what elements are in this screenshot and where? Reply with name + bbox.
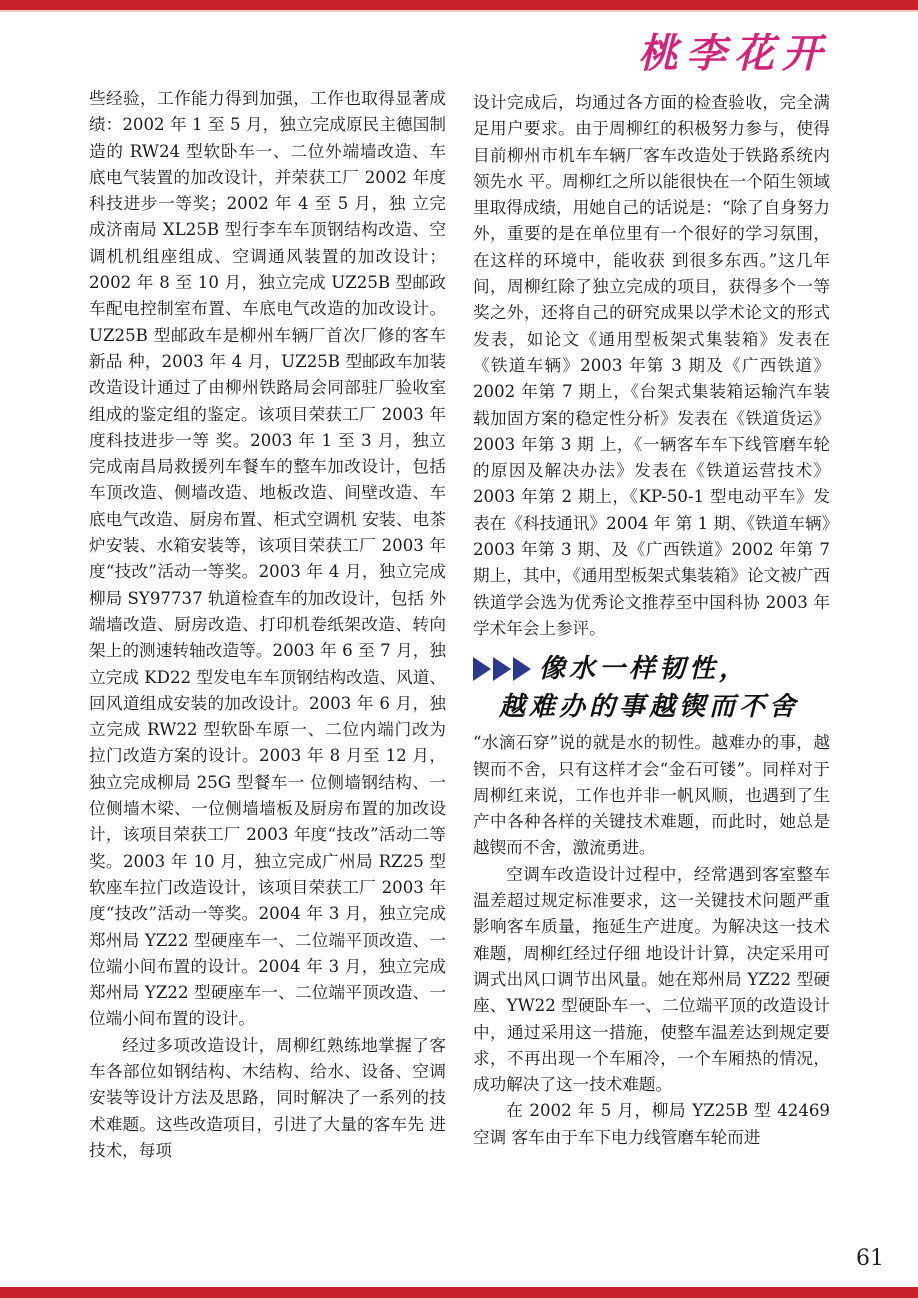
subheading-line-2-row [473,688,830,726]
right-paragraph-1: 设计完成后，均通过各方面的检查验收，完全满足用户要求。由于周柳红的积极努力参与，使得目前柳州市机车车辆厂客车改造处于铁路系统内领先水 平。周柳红之所以能很快在一个陌生领域里取得成绩，用她自己的话说是：“除了自身努力外，重要的是在单位里有一个很好的学习氛围，在这样的环境中，能收获 到很多东西。”这几年间，周柳红除了独立完成的项目，获得多个一等奖之外，还将自己的研究成果以学术论文的形式发表，如论文《通用型板架式集装箱》发表在《铁道车辆》2003 年第 3 期及《广西铁道》2002 年第 7 期上，《台架式集装箱运输汽车装载加固方案的稳定性分析》发表在《铁道货运》2003 年第 3 期 上，《一辆客车车下线管磨车轮的原因及解决办法》发表在《铁道运营技术》2003 年第 2 期上，《KP-50-1 型电动平车》发表在《科技通讯》2004 年 第 1 期、《铁道车辆》2003 年第 3 期、及《广西铁道》2002 年第 7 期上，其中，《通用型板架式集装箱》论文被广西铁道学会选为优秀论文推荐至中国科协 2003 年学术年会上参评。 [473,93,830,638]
right-paragraph-3: 空调车改造设计过程中，经常遇到客室整车温差超过规定标准要求，这一关键技术问题严重影响客车质量，拖延生产进度。为解决这一技术难题，周柳红经过仔细 地设计计算，决定采用可调式出风口调节出风量。她在郑州局 YZ22 型硬座、YW22 型硬卧车一、二位端平顶的改造设计中，通过采用这一措施，使整车温差达到规定要求，不再出现一个车厢冷，一个车厢热的情况，成功解决了这一技术难题。 [473,864,830,1095]
page-number: 61 [856,1246,884,1271]
right-paragraph-2: “水滴石穿”说的就是水的韧性。越难办的事，越锲而不舍，只有这样才会“金石可镂”。同样对于周柳红来说，工作也并非一帆风顺，也遇到了生产中各种各样的关键技术难题，而此时，她总是越锲而不舍，激流勇进。 [473,733,830,858]
subheading-line-2: 越难办的事越锲而不舍 [499,692,800,723]
left-paragraph-2: 经过多项改造设计，周柳红熟练地掌握了客车各部位如钢结构、木结构、给水、设备、空调安装等设计方法及思路，同时解决了一系列的技术难题。这些改造项目，引进了大量的客车先 进技术，每项 [89,1035,446,1160]
subheading-line-1: 像水一样韧性， [539,654,750,685]
right-paragraph-4: 在 2002 年 5 月，柳局 YZ25B 型 42469 空调 客车由于车下电力线管磨车轮而进 [473,1101,830,1147]
right-column [473,90,830,1151]
subheading [473,650,830,726]
bottom-rule [0,1287,918,1298]
triple-arrow-icon [473,657,533,681]
section-title: 桃李花开 [638,30,830,77]
left-column [89,86,446,1164]
top-rule-thin [0,10,918,12]
left-paragraph-1: 些经验，工作能力得到加强，工作也取得显著成绩：2002 年 1 至 5 月，独立完成原民主德国制造的 RW24 型软卧车一、二位外端墙改造、车底电气装置的加改设计，并荣获工厂 2002 年度科技进步一等奖；2002 年 4 至 5 月，独 立完成济南局 XL25B 型行李车车顶钢结构改造、空调机机组座组成、空调通风装置的加改设计；2002 年 8 至 10 月，独立完成 UZ25B 型邮政车配电控制室布置、车底电气改造的加改设计。UZ25B 型邮政车是柳州车辆厂首次厂修的客车新品 种，2003 年 4 月，UZ25B 型邮政车加装改造设计通过了由柳州铁路局会同部驻厂验收室组成的鉴定组的鉴定。该项目荣获工厂 2003 年度科技进步一等 奖。2003 年 1 至 3 月，独立完成南昌局救援列车餐车的整车加改设计，包括车顶改造、侧墙改造、地板改造、间壁改造、车底电气改造、厨房布置、柜式空调机 安装、电茶炉安装、水箱安装等，该项目荣获工厂 2003 年度“技改”活动一等奖。2003 年 4 月，独立完成柳局 SY97737 轨道检查车的加改设计，包括 外端墙改造、厨房改造、打印机卷纸架改造、转向架上的测速转轴改造等。2003 年 6 至 7 月，独立完成 KD22 型发电车车顶钢结构改造、风道、回风道组成安装的加改设计。2003 年 6 月，独立完成 RW22 型软卧车原一、二位内端门改为拉门改造方案的设计。2003 年 8 月至 12 月，独立完成柳局 25G 型餐车一 位侧墙钢结构、一位侧墙木梁、一位侧墙墙板及厨房布置的加改设计，该项目荣获工厂 2003 年度“技改”活动二等奖。2003 年 10 月，独立完成广州局 RZ25 型软座车拉门改造设计，该项目荣获工厂 2003 年度“技改”活动一等奖。2004 年 3 月，独立完成郑州局 YZ22 型硬座车一、二位端平顶改造、一 位端小间布置的设计。2004 年 3 月，独立完成郑州局 YZ22 型硬座车一、二位端平顶改造、一位端小间布置的设计。 [89,89,446,1029]
subheading-line-1-row [473,650,830,688]
top-rule [0,0,918,10]
